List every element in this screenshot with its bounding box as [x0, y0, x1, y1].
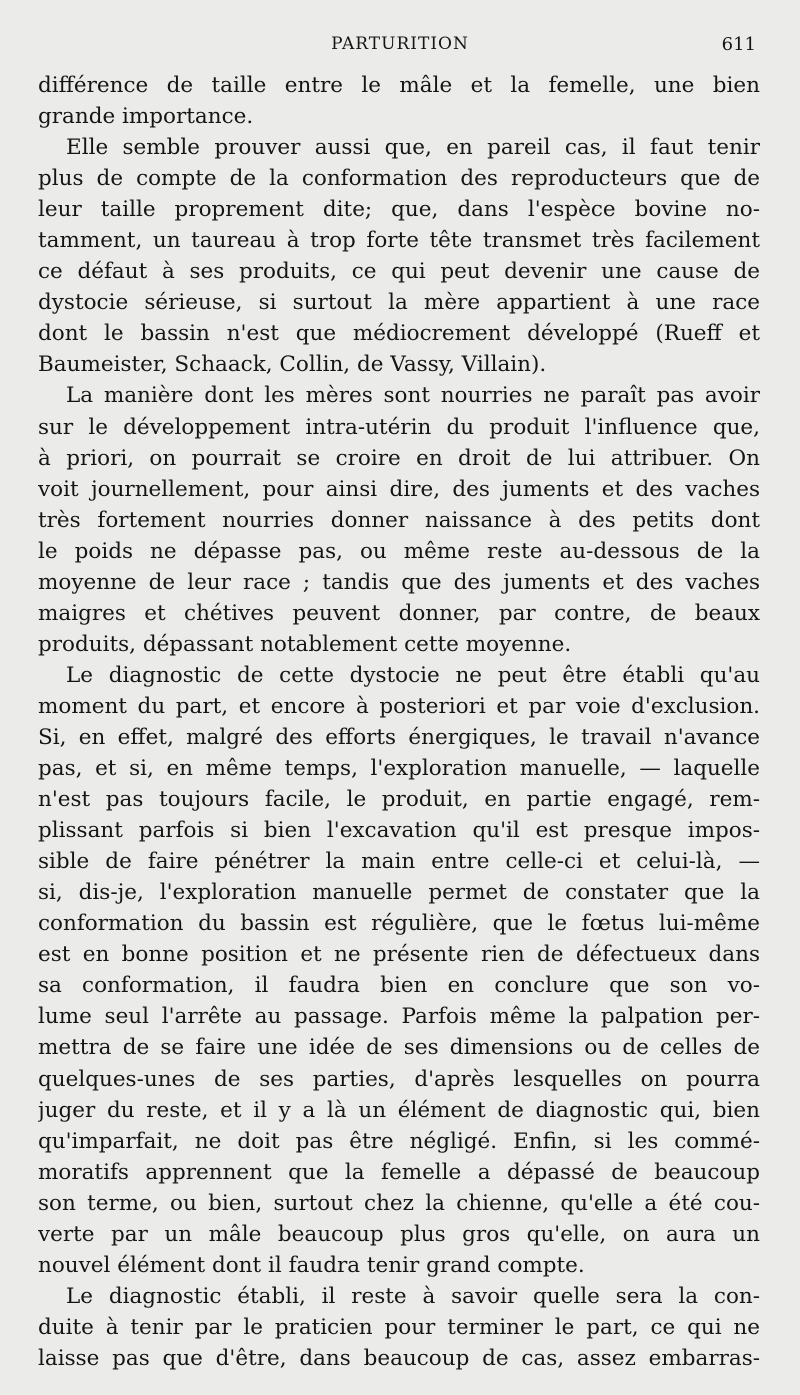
text-line: moyenne de leur race ; tandis que des juments et des vaches — [38, 569, 760, 595]
text-line: Baumeister, Schaack, Collin, de Vassy, Villain). — [38, 352, 547, 378]
text-line: voit journellement, pour ainsi dire, des juments et des vaches — [38, 476, 760, 502]
page-number: 611 — [721, 34, 756, 55]
text-line: La manière dont les mères sont nourries ne paraît pas avoir — [66, 383, 760, 409]
text-line: conformation du bassin est régulière, que le fœtus lui-même — [38, 911, 760, 937]
text-line: sible de faire pénétrer la main entre celle-ci et celui-là, — — [38, 849, 760, 875]
text-line: n'est pas toujours facile, le produit, en partie engagé, rem- — [38, 787, 760, 813]
text-line: très fortement nourries donner naissance à des petits dont — [38, 507, 760, 533]
text-line: à priori, on pourrait se croire en droit de lui attribuer. On — [38, 445, 760, 471]
paragraph — [38, 70, 760, 132]
paragraph — [38, 380, 760, 659]
text-line: son terme, ou bien, surtout chez la chienne, qu'elle a été cou- — [38, 1190, 760, 1216]
text-line: dont le bassin n'est que médiocrement développé (Rueff et — [38, 321, 760, 347]
text-line: plus de compte de la conformation des reproducteurs que de — [38, 166, 760, 192]
text-line: leur taille proprement dite; que, dans l'espèce bovine no- — [38, 197, 760, 223]
text-line: maigres et chétives peuvent donner, par contre, de beaux — [38, 600, 760, 626]
text-line: ce défaut à ses produits, ce qui peut devenir une cause de — [38, 259, 760, 285]
running-title: PARTURITION — [331, 34, 469, 54]
text-line: Si, en effet, malgré des efforts énergiques, le travail n'avance — [38, 724, 760, 750]
text-line: mettra de se faire une idée de ses dimensions ou de celles de — [38, 1035, 760, 1061]
text-line: juger du reste, et il y a là un élément de diagnostic qui, bien — [38, 1097, 760, 1123]
text-line: le poids ne dépasse pas, ou même reste au-dessous de la — [38, 538, 760, 564]
text-line: est en bonne position et ne présente rien de défectueux dans — [38, 942, 760, 968]
text-line: sur le développement intra-utérin du produit l'influence que, — [38, 414, 760, 440]
text-line: moratifs apprennent que la femelle a dépassé de beaucoup — [38, 1159, 760, 1185]
text-line: sa conformation, il faudra bien en conclure que son vo- — [38, 973, 760, 999]
text-line: dystocie sérieuse, si surtout la mère appartient à une race — [38, 290, 760, 316]
paragraph — [38, 660, 760, 1281]
page-header — [0, 34, 800, 60]
text-line: verte par un mâle beaucoup plus gros qu'elle, on aura un — [38, 1221, 760, 1247]
text-line: grande importance. — [38, 104, 254, 130]
text-line: Le diagnostic établi, il reste à savoir quelle sera la con- — [66, 1283, 760, 1309]
text-line: qu'imparfait, ne doit pas être négligé. Enfin, si les commé- — [38, 1128, 760, 1154]
paragraph — [38, 132, 760, 380]
text-line: Elle semble prouver aussi que, en pareil cas, il faut tenir — [66, 135, 760, 161]
text-line: duite à tenir par le praticien pour terminer le part, ce qui ne — [38, 1314, 760, 1340]
text-line: plissant parfois si bien l'excavation qu'il est presque impos- — [38, 818, 760, 844]
paragraph — [38, 1281, 760, 1374]
text-line: quelques-unes de ses parties, d'après lesquelles on pourra — [38, 1066, 760, 1092]
text-line: tamment, un taureau à trop forte tête transmet très facilement — [38, 228, 760, 254]
text-line: différence de taille entre le mâle et la femelle, une bien — [38, 73, 760, 98]
text-line: laisse pas que d'être, dans beaucoup de cas, assez embarras- — [38, 1345, 760, 1371]
text-line: Le diagnostic de cette dystocie ne peut être établi qu'au — [66, 662, 760, 688]
text-line: lume seul l'arrête au passage. Parfois même la palpation per- — [38, 1004, 760, 1030]
page-body — [38, 70, 760, 1374]
text-line: nouvel élément dont il faudra tenir grand compte. — [38, 1252, 585, 1278]
text-line: moment du part, et encore à posteriori et par voie d'exclusion. — [38, 693, 760, 719]
text-line: produits, dépassant notablement cette moyenne. — [38, 631, 572, 657]
text-line: pas, et si, en même temps, l'exploration manuelle, — laquelle — [38, 756, 760, 782]
text-line: si, dis-je, l'exploration manuelle permet de constater que la — [38, 880, 760, 906]
